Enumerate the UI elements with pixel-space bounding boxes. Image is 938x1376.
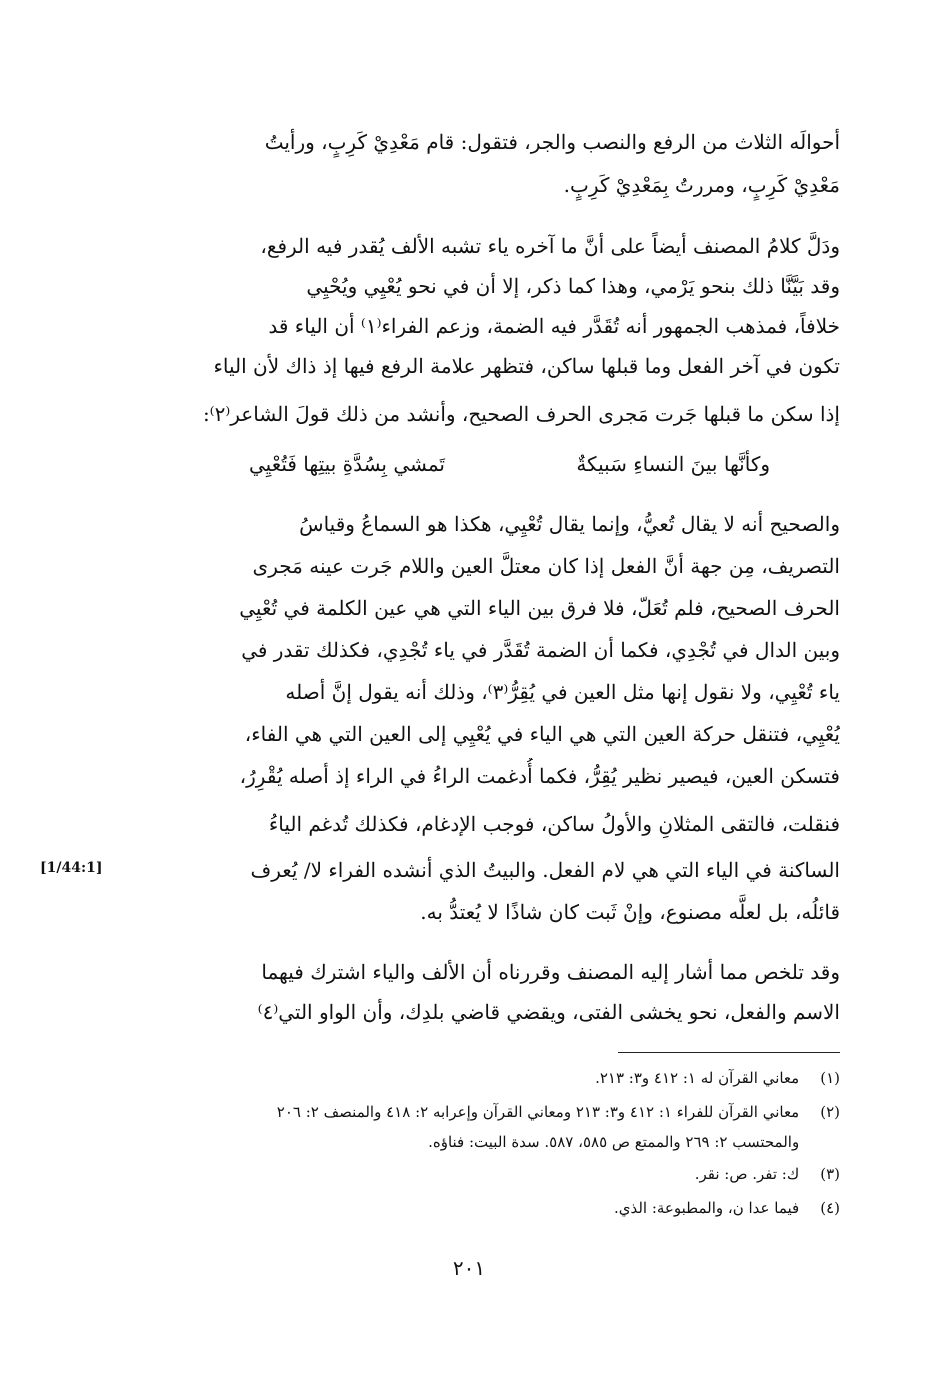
- footnote-text: ك: تفر. ص: نقر.: [694, 1165, 800, 1183]
- text-line: يُعْيِي، فتنقل حركة العين التي هي الياء في يُعْيِي إلى العين التي هي الفاء،: [244, 722, 840, 746]
- text-line: الحرف الصحيح، فلم تُعَلّ، فلا فرق بين الياء التي هي عين الكلمة في تُعْيِي: [239, 596, 840, 620]
- poetry-verse: [128, 446, 840, 482]
- page-number: ٢٠١: [452, 1256, 486, 1280]
- text-line: الساكنة في الياء التي هي لام الفعل. والبيتُ الذي أنشده الفراء لا/ يُعرف: [250, 858, 840, 882]
- main-text: [128, 0, 840, 1050]
- verse-second-hemistich: تَمشي بِسُدَّةِ بيتِها فَتُعْيِي: [249, 452, 445, 476]
- text-line: والصحيح أنه لا يقال تُعيُّ، وإنما يقال تُعْيِي، هكذا هو السماعُ وقياسُ: [299, 512, 840, 536]
- footnote: [695, 1160, 840, 1188]
- text-line: وقد بَيَّنَّا ذلك بنحو يَرْمي، وهذا كما ذكر، إلا أن في نحو يُعْيِي ويُحْيِي: [306, 274, 840, 298]
- text-line: إذا سكن ما قبلها جَرت مَجرى الحرف الصحيح، وأنشد من ذلك قولَ الشاعر⁽٢⁾:: [202, 402, 840, 426]
- text-line: قائلُه، بل لعلَّه مصنوع، وإنْ ثَبت كان شاذًا لا يُعتدُّ به.: [420, 900, 840, 924]
- footnote: [614, 1194, 840, 1222]
- text-line: خلافاً، فمذهب الجمهور أنه تُقَدَّر فيه الضمة، وزعم الفراء⁽١⁾ أن الياء قد: [268, 314, 840, 338]
- text-line: ودَلَّ كلامُ المصنف أيضاً على أنَّ ما آخره ياء تشبه الألف يُقدر فيه الرفع،: [260, 234, 840, 258]
- text-line: مَعْدِيْ كَرِبٍ، ومررتُ بِمَعْدِيْ كَرِبٍ.: [563, 173, 840, 197]
- verse-first-hemistich: وكأنَّها بينَ النساءِ سَبيكةٌ: [576, 452, 770, 476]
- text-line: ياء تُعْيِي، ولا نقول إنها مثل العين في يُقِرُّ⁽٣⁾، وذلك أنه يقول إنَّ أصله: [285, 680, 840, 704]
- text-line: الاسم والفعل، نحو يخشى الفتى، ويقضي قاضي بلدِك، وأن الواو التي⁽٤⁾: [257, 1000, 840, 1024]
- text-line: وبين الدال في تُجْدِي، فكما أن الضمة تُقَدَّر في ياء تُجْدِي، فكذلك تقدر في: [241, 638, 840, 662]
- text-line: وقد تلخص مما أشار إليه المصنف وقررناه أن الألف والياء اشترك فيهما: [261, 960, 840, 984]
- text-line: فنقلت، فالتقى المثلانِ والأولُ ساكن، فوجب الإدغام، فكذلك تُدغم الياءُ: [268, 812, 840, 836]
- footnote-text: معاني القرآن له ١: ٤١٢ و٣: ٢١٣.: [595, 1069, 800, 1087]
- text-line: أحوالَه الثلاث من الرفع والنصب والجر، فتقول: قام مَعْدِيْ كَرِبٍ، ورأيتُ: [264, 130, 840, 154]
- footnote-number: (٣): [820, 1165, 840, 1183]
- footnote-text: فيما عدا ن، والمطبوعة: الذي.: [613, 1199, 800, 1217]
- footnote-separator: [618, 1052, 840, 1053]
- footnote: [277, 1098, 840, 1126]
- footnote-number: (٤): [820, 1199, 840, 1217]
- footnote: [595, 1064, 840, 1092]
- footnote-text: والمحتسب ٢: ٢٦٩ والممتع ص ٥٨٥، ٥٨٧. سدة البيت: فناؤه.: [428, 1133, 800, 1151]
- footnote-number: (٢): [820, 1103, 840, 1121]
- footnote-continuation: [428, 1128, 840, 1156]
- text-line: تكون في آخر الفعل وما قبلها ساكن، فتظهر علامة الرفع فيها إذ ذاك لأن الياء: [213, 354, 840, 378]
- footnote-number: (١): [820, 1069, 840, 1087]
- manuscript-folio-reference: [1/44:1]: [40, 860, 103, 876]
- text-line: التصريف، مِن جهة أنَّ الفعل إذا كان معتلَّ العين واللام جَرت عينه مَجرى: [252, 554, 840, 578]
- footnote-text: معاني القرآن للفراء ١: ٤١٢ و٣: ٢١٣ ومعاني القرآن وإعرابه ٢: ٤١٨ والمنصف ٢: ٢٠٦: [276, 1103, 800, 1121]
- text-line: فتسكن العين، فيصير نظير يُقِرُّ، فكما أُدغمت الراءُ في الراء إذ أصله يُقْرِرُ،: [239, 764, 840, 788]
